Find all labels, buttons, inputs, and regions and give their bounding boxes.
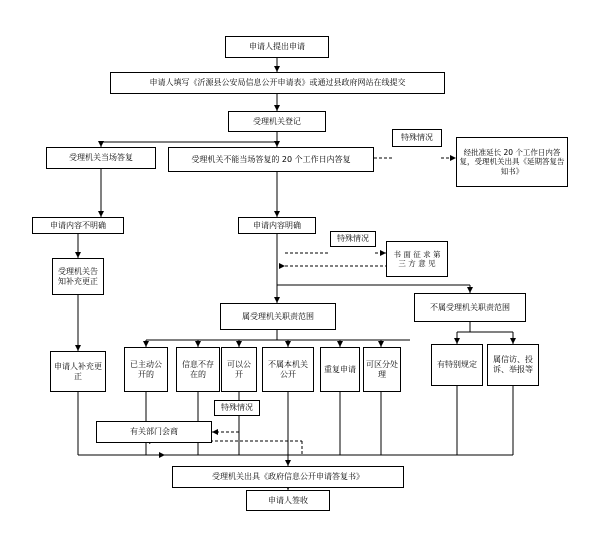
- node-reply-20-workdays: 受理机关不能当场答复的 20 个工作日内答复: [168, 147, 374, 172]
- node-separable-handling: 可区分处理: [363, 347, 401, 392]
- node-repeat-application: 重复申请: [320, 347, 360, 392]
- node-fill-application-form: 申请人填写《沂源县公安局信息公开申请表》或通过县政府网站在线提交: [110, 72, 445, 94]
- node-registration: 受理机关登记: [228, 111, 326, 132]
- node-content-clear: 申请内容明确: [238, 217, 316, 234]
- node-applicant-submits: 申请人提出申请: [225, 36, 329, 58]
- node-outside-jurisdiction: 不属受理机关职责范围: [414, 293, 526, 322]
- node-issue-reply-document: 受理机关出具《政府信息公开申请答复书》: [172, 466, 404, 488]
- node-extension-notice: 经批准延长 20 个工作日内答复，受理机关出具《延期答复告知书》: [456, 137, 568, 187]
- node-petition-complaint: 属信访、投诉、举报等: [487, 344, 539, 386]
- node-within-jurisdiction: 属受理机关职责范围: [220, 303, 336, 330]
- node-content-unclear: 申请内容不明确: [32, 217, 124, 234]
- node-consult-third-party: 书 面 征 求 第 三 方 意 见: [386, 241, 448, 277]
- label-special-case-1: 特殊情况: [392, 129, 442, 147]
- node-already-public: 已主动公开的: [124, 347, 168, 392]
- node-applicant-signs: 申请人签收: [246, 490, 330, 511]
- node-can-disclose: 可以公开: [221, 347, 257, 392]
- node-reply-on-site: 受理机关当场答复: [46, 147, 156, 169]
- node-departments-consultation: 有关部门会商: [96, 421, 212, 443]
- label-special-case-3: 特殊情况: [214, 400, 260, 416]
- node-not-this-agency: 不属本机关公开: [262, 347, 314, 392]
- node-info-not-exist: 信息不存在的: [176, 347, 220, 392]
- node-special-rules: 有特别规定: [431, 344, 483, 386]
- node-notify-supplement: 受理机关告知补充更正: [52, 258, 104, 295]
- label-special-case-2: 特殊情况: [330, 231, 376, 247]
- node-applicant-supplement: 申请人补充更正: [50, 351, 106, 392]
